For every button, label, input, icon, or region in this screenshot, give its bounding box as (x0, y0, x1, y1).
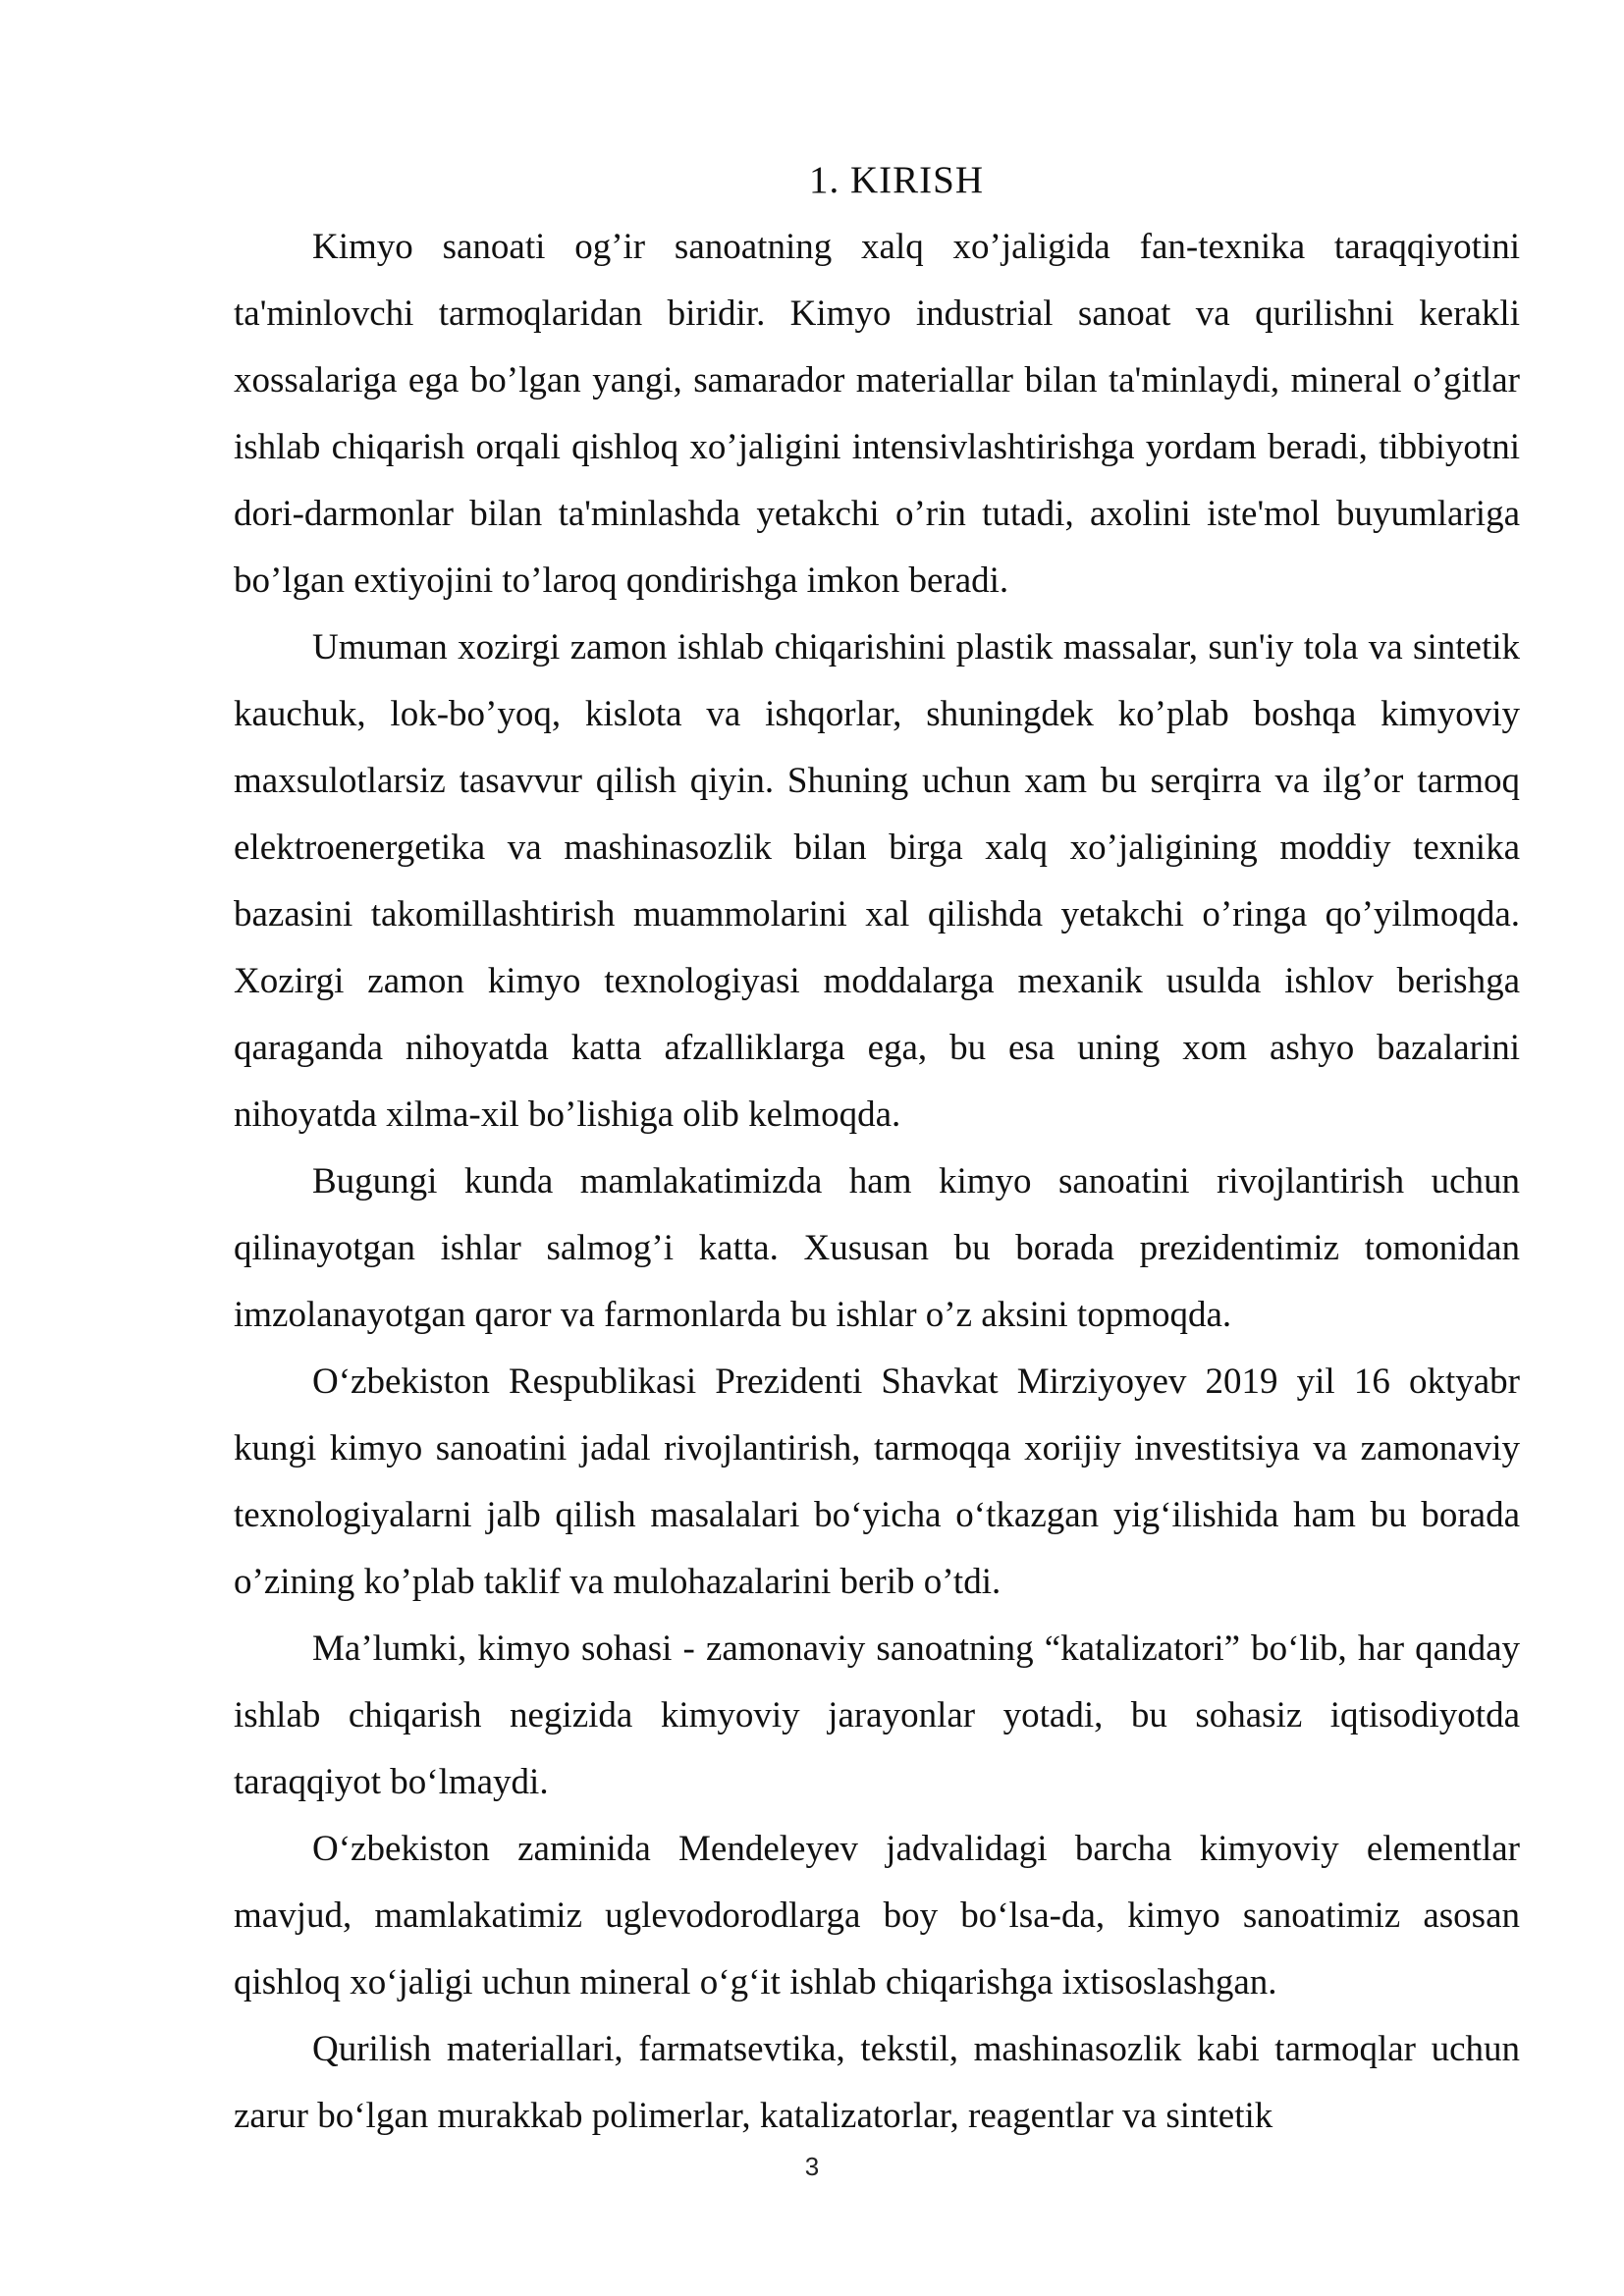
paragraph-6: O‘zbekiston zaminida Mendeleyev jadvalidagi barcha kimyoviy elementlar mavjud, mamlakatimiz uglevodorodlarga boy bo‘lsa-da, kimyo sanoatimiz asosan qishloq xo‘jaligi uchun mineral o‘g‘it ishlab chiqarishga ixtisoslashgan. (234, 1829, 1520, 2002)
page-number: 3 (804, 2152, 820, 2181)
paragraph-1: Kimyo sanoati og’ir sanoatning xalq xo’jaligida fan-texnika taraqqiyotini ta'minlovchi tarmoqlaridan biridir. Kimyo industrial sanoat va qurilishni kerakli xossalariga ega bo’lgan yangi, samarador materiallar bilan ta'minlaydi, mineral o’gitlar ishlab chiqarish orqali qishloq xo’jaligini intensivlashtirishga yordam beradi, tibbiyotni dori-darmonlar bilan ta'minlashda yetakchi o’rin tutadi, axolini iste'mol buyumlariga bo’lgan extiyojini to’laroq qondirishga imkon beradi. (234, 227, 1520, 601)
section-heading: 1. KIRISH (808, 159, 984, 201)
paragraph-5: Ma’lumki, kimyo sohasi - zamonaviy sanoatning “katalizatori” bo‘lib, har qanday ishlab chiqarish negizida kimyoviy jarayonlar yotadi, bu sohasiz iqtisodiyotda taraqqiyot bo‘lmaydi. (234, 1629, 1520, 1802)
paragraph-4: O‘zbekiston Respublikasi Prezidenti Shavkat Mirziyoyev 2019 yil 16 oktyabr kungi kimyo sanoatini jadal rivojlantirish, tarmoqqa xorijiy investitsiya va zamonaviy texnologiyalarni jalb qilish masalalari bo‘yicha o‘tkazgan yig‘ilishida ham bu borada o’zining ko’plab taklif va mulohazalarini berib o’tdi. (234, 1362, 1520, 1602)
paragraph-3: Bugungi kunda mamlakatimizda ham kimyo sanoatini rivojlantirish uchun qilinayotgan ishlar salmog’i katta. Xususan bu borada prezidentimiz tomonidan imzolanayotgan qaror va farmonlarda bu ishlar o’z aksini topmoqda. (234, 1161, 1520, 1335)
paragraph-7: Qurilish materiallari, farmatsevtika, tekstil, mashinasozlik kabi tarmoqlar uchun zarur bo‘lgan murakkab polimerlar, katalizatorlar, reagentlar va sintetik (234, 2029, 1520, 2136)
page-content (234, 147, 1520, 2150)
paragraph-2: Umuman xozirgi zamon ishlab chiqarishini plastik massalar, sun'iy tola va sintetik kauchuk, lok-bo’yoq, kislota va ishqorlar, shuningdek ko’plab boshqa kimyoviy maxsulotlarsiz tasavvur qilish qiyin. Shuning uchun xam bu serqirra va ilg’or tarmoq elektroenergetika va mashinasozlik bilan birga xalq xo’jaligining moddiy texnika bazasini takomillashtirish muammolarini xal qilishda yetakchi o’ringa qo’yilmoqda. Xozirgi zamon kimyo texnologiyasi moddalarga mexanik usulda ishlov berishga qaraganda nihoyatda katta afzalliklarga ega, bu esa uning xom ashyo bazalarini nihoyatda xilma-xil bo’lishiga olib kelmoqda. (234, 627, 1520, 1135)
